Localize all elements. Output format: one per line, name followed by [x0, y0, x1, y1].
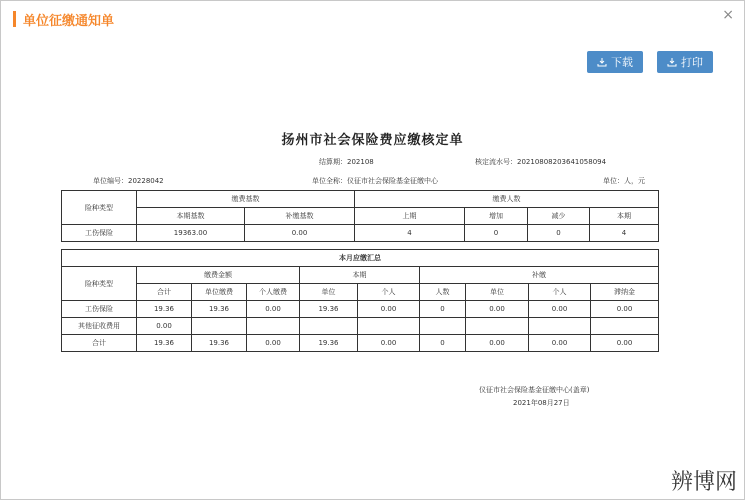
period-label: 结算期： [319, 158, 347, 166]
header-unit: 单位 [300, 284, 358, 301]
header-back: 补缴 [420, 267, 659, 284]
footer-org: 仪征市社会保险基金征缴中心(盖章) [479, 386, 590, 394]
document-title: 扬州市社会保险费应缴核定单 [281, 133, 464, 148]
unit-name-label: 单位全称： [312, 177, 347, 185]
serial-number [475, 157, 606, 167]
section-title: 本月应缴汇总 [62, 250, 659, 267]
header-reduce: 减少 [528, 208, 590, 225]
print-label: 打印 [681, 56, 703, 69]
cell: 19.36 [300, 335, 358, 352]
base-table [61, 190, 659, 242]
unit-code-value: 20228042 [128, 177, 164, 185]
cell: 0.00 [529, 335, 591, 352]
print-icon [667, 57, 677, 67]
cell: 19.36 [137, 335, 192, 352]
cell: 19.36 [192, 335, 247, 352]
cell: 4 [590, 225, 659, 242]
cell [466, 318, 529, 335]
header-back-base: 补缴基数 [245, 208, 355, 225]
header-type: 险种类型 [62, 267, 137, 301]
cell [529, 318, 591, 335]
header-prev: 上期 [355, 208, 465, 225]
cell: 19.36 [192, 301, 247, 318]
cell: 19.36 [137, 301, 192, 318]
serial-label: 核定流水号： [475, 158, 517, 166]
cell: 工伤保险 [62, 301, 137, 318]
period [319, 157, 374, 167]
download-label: 下载 [611, 56, 633, 69]
footer-date: 2021年08月27日 [513, 399, 570, 407]
cell: 工伤保险 [62, 225, 137, 242]
cell: 0.00 [245, 225, 355, 242]
serial-value: 20210808203641058094 [517, 158, 607, 166]
cell: 0.00 [247, 335, 300, 352]
cell: 0.00 [358, 335, 420, 352]
watermark: 辨博网 [670, 470, 737, 495]
cell [591, 318, 659, 335]
download-icon [597, 57, 607, 67]
header-cur: 本期 [590, 208, 659, 225]
cell: 合计 [62, 335, 137, 352]
close-icon[interactable]: × [722, 7, 734, 23]
cell: 0.00 [591, 301, 659, 318]
table-row [62, 301, 659, 318]
unit-name [312, 176, 438, 186]
title-bar [1, 1, 744, 35]
cell: 0.00 [358, 301, 420, 318]
header-type: 险种类型 [62, 191, 137, 225]
period-value: 202108 [347, 158, 374, 166]
dialog-title: 单位征缴通知单 [23, 14, 115, 29]
header-person-pay: 个人缴费 [247, 284, 300, 301]
cell: 0.00 [591, 335, 659, 352]
print-button[interactable] [657, 51, 713, 73]
header-add: 增加 [465, 208, 528, 225]
header-late-fee: 滞纳金 [591, 284, 659, 301]
cell: 0 [528, 225, 590, 242]
cell: 0 [465, 225, 528, 242]
cell: 0.00 [466, 335, 529, 352]
title-accent-bar [13, 11, 16, 27]
cell: 0.00 [466, 301, 529, 318]
unit-of-measure: 单位：人，元 [603, 177, 645, 185]
unit-name-value: 仪征市社会保险基金征缴中心 [347, 177, 438, 185]
cell: 19.36 [300, 301, 358, 318]
cell: 0.00 [247, 301, 300, 318]
download-button[interactable] [587, 51, 643, 73]
header-current: 本期 [300, 267, 420, 284]
table-row [62, 225, 659, 242]
header-total: 合计 [137, 284, 192, 301]
cell: 4 [355, 225, 465, 242]
header-amount: 缴费金额 [137, 267, 300, 284]
header-unit2: 单位 [466, 284, 529, 301]
cell [247, 318, 300, 335]
cell: 其他征收费用 [62, 318, 137, 335]
header-cur-base: 本期基数 [137, 208, 245, 225]
cell [420, 318, 466, 335]
cell: 19363.00 [137, 225, 245, 242]
cell [358, 318, 420, 335]
table-row [62, 318, 659, 335]
cell [300, 318, 358, 335]
header-person: 个人 [358, 284, 420, 301]
header-unit-pay: 单位缴费 [192, 284, 247, 301]
summary-table [61, 249, 659, 352]
header-count: 人数 [420, 284, 466, 301]
cell: 0 [420, 335, 466, 352]
header-people: 缴费人数 [355, 191, 659, 208]
header-base: 缴费基数 [137, 191, 355, 208]
cell: 0.00 [529, 301, 591, 318]
table-row [62, 335, 659, 352]
unit-code-label: 单位编号： [93, 177, 128, 185]
cell: 0 [420, 301, 466, 318]
cell: 0.00 [137, 318, 192, 335]
header-person2: 个人 [529, 284, 591, 301]
unit-code [93, 176, 164, 186]
cell [192, 318, 247, 335]
